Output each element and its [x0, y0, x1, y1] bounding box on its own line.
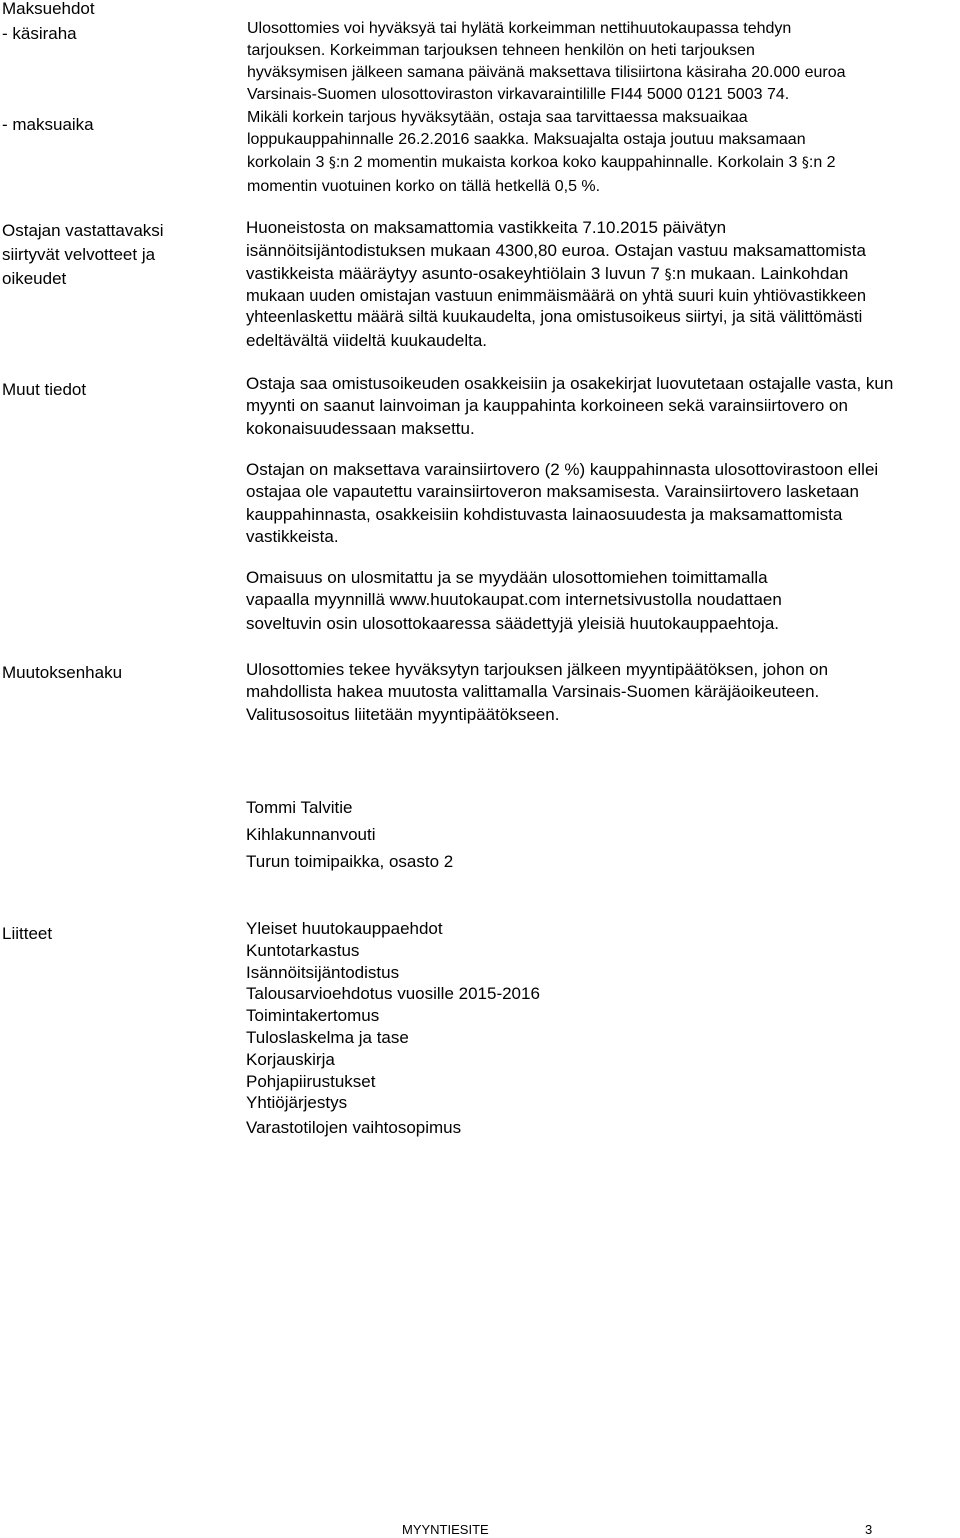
signature-name: Tommi Talvitie [246, 798, 353, 817]
text-line [246, 264, 848, 284]
text-line: soveltuvin osin ulosottokaaressa säädettyjä yleisiä huutokauppaehtoja. [246, 613, 780, 633]
text-line: Varsinais-Suomen ulosottoviraston virkavaraintilille FI44 5000 0121 5003 74. [247, 86, 790, 103]
text-line: Huoneistosta on maksamattomia vastikkeita 7.10.2015 päivätyn [246, 218, 727, 237]
text-line: kauppahinnasta, osakkeisiin kohdistuvasta lainaosuudesta ja maksamattomista [246, 504, 843, 524]
attachment-item: Korjauskirja [246, 1049, 335, 1069]
label-maksuaika: - maksuaika [2, 115, 94, 134]
signature-office: Turun toimipaikka, osasto 2 [246, 852, 454, 871]
text-line: ostajaa ole vapautettu varainsiirtoveron maksamisesta. Varainsiirtovero lasketaan [246, 482, 859, 502]
attachment-item: Yleiset huutokauppaehdot [246, 919, 443, 938]
section-sign: § [328, 155, 336, 171]
text-line: vastikkeista. [246, 527, 339, 547]
text-fragment: :n 2 [808, 154, 836, 171]
section-sign: § [801, 155, 809, 171]
attachment-item: Isännöitsijäntodistus [246, 962, 400, 982]
signature-block [246, 794, 453, 875]
signature-title: Kihlakunnanvouti [246, 825, 376, 844]
text-line: momentin vuotuinen korko on tällä hetkellä 0,5 %. [247, 178, 601, 195]
label-line: siirtyvät velvotteet ja [2, 245, 156, 264]
text-line [247, 154, 836, 172]
text-line: Ostajan on maksettava varainsiirtovero (2 %) kauppahinnasta ulosottovirastoon ellei [246, 460, 879, 479]
attachment-item: Kuntotarkastus [246, 940, 360, 960]
text-line: hyväksymisen jälkeen samana päivänä maksettava tilisiirtona käsiraha 20.000 euroa [247, 64, 846, 81]
text-fragment: korkolain 3 [247, 154, 329, 171]
text-line: mahdollista hakea muutosta valittamalla Varsinais-Suomen käräjäoikeuteen. [246, 682, 820, 702]
muut-tiedot-paragraph-3 [246, 567, 958, 635]
attachment-item: Tuloslaskelma ja tase [246, 1027, 409, 1047]
footer-title: MYYNTIESITE [402, 1522, 489, 1537]
text-fragment: vastikkeista määräytyy asunto-osakeyhtiölain 3 luvun 7 [246, 264, 665, 283]
muut-tiedot-paragraph-1 [246, 373, 958, 440]
attachment-item: Pohjapiirustukset [246, 1071, 376, 1091]
text-line: mukaan uuden omistajan vastuun enimmäismäärä on yhtä suuri kuin yhtiövastikkeen [246, 287, 866, 305]
text-fragment: :n 2 momentin mukaista korkoa koko kauppahinnalle. Korkolain 3 [335, 154, 802, 171]
section-sign: § [664, 267, 672, 283]
text-line: Ulosottomies voi hyväksyä tai hylätä korkeimman nettihuutokaupassa tehdyn [247, 20, 792, 37]
text-line: Valitusosoitus liitetään myyntipäätökseen. [246, 704, 560, 724]
label-muutoksenhaku: Muutoksenhaku [2, 663, 123, 682]
text-line: isännöitsijäntodistuksen mukaan 4300,80 euroa. Ostajan vastuu maksamattomista [246, 241, 866, 260]
attachment-item: Toimintakertomus [246, 1006, 380, 1026]
attachment-item: Talousarvioehdotus vuosille 2015-2016 [246, 984, 540, 1004]
text-line: tarjouksen. Korkeimman tarjouksen tehneen henkilön on heti tarjouksen [247, 42, 755, 59]
text-fragment: :n mukaan. Lainkohdan [671, 264, 849, 283]
text-line: kokonaisuudessaan maksettu. [246, 418, 475, 438]
label-line: Ostajan vastattavaksi [2, 221, 164, 240]
label-muut-tiedot: Muut tiedot [2, 380, 87, 399]
text-line: loppukauppahinnalle 26.2.2016 saakka. Maksuajalta ostaja joutuu maksamaan [247, 131, 806, 148]
attachment-item: Yhtiöjärjestys [246, 1093, 348, 1113]
text-line: Ostaja saa omistusoikeuden osakkeisiin ja osakekirjat luovutetaan ostajalle vasta, kun [246, 374, 894, 393]
muut-tiedot-paragraph-2 [246, 459, 958, 549]
text-line: myynti on saanut lainvoiman ja kauppahinta korkoineen sekä varainsiirtovero on [246, 396, 848, 416]
text-line: yhteenlaskettu määrä siltä kuukaudelta, jona omistusoikeus siirtyi, ja sitä välittömästi [246, 308, 863, 326]
text-line: Ulosottomies tekee hyväksytyn tarjouksen jälkeen myyntipäätöksen, johon on [246, 660, 829, 679]
attachment-item: Varastotilojen vaihtosopimus [246, 1118, 462, 1138]
label-liitteet: Liitteet [2, 924, 53, 943]
label-line: oikeudet [2, 269, 67, 288]
muutoksenhaku-text [246, 659, 958, 726]
text-line: Omaisuus on ulosmitattu ja se myydään ulosottomiehen toimittamalla [246, 568, 768, 587]
text-line: edeltävältä viideltä kuukaudelta. [246, 331, 487, 350]
label-maksuehdot: Maksuehdot [2, 0, 95, 18]
label-ostajan-velvotteet [2, 219, 164, 291]
footer-page-number: 3 [865, 1522, 873, 1537]
text-line: Mikäli korkein tarjous hyväksytään, ostaja saa tarvittaessa maksuaikaa [247, 109, 748, 126]
attachments-list [246, 918, 540, 1139]
label-kasiraha: - käsiraha [2, 24, 77, 43]
text-line: vapaalla myynnillä www.huutokaupat.com internetsivustolla noudattaen [246, 590, 782, 610]
